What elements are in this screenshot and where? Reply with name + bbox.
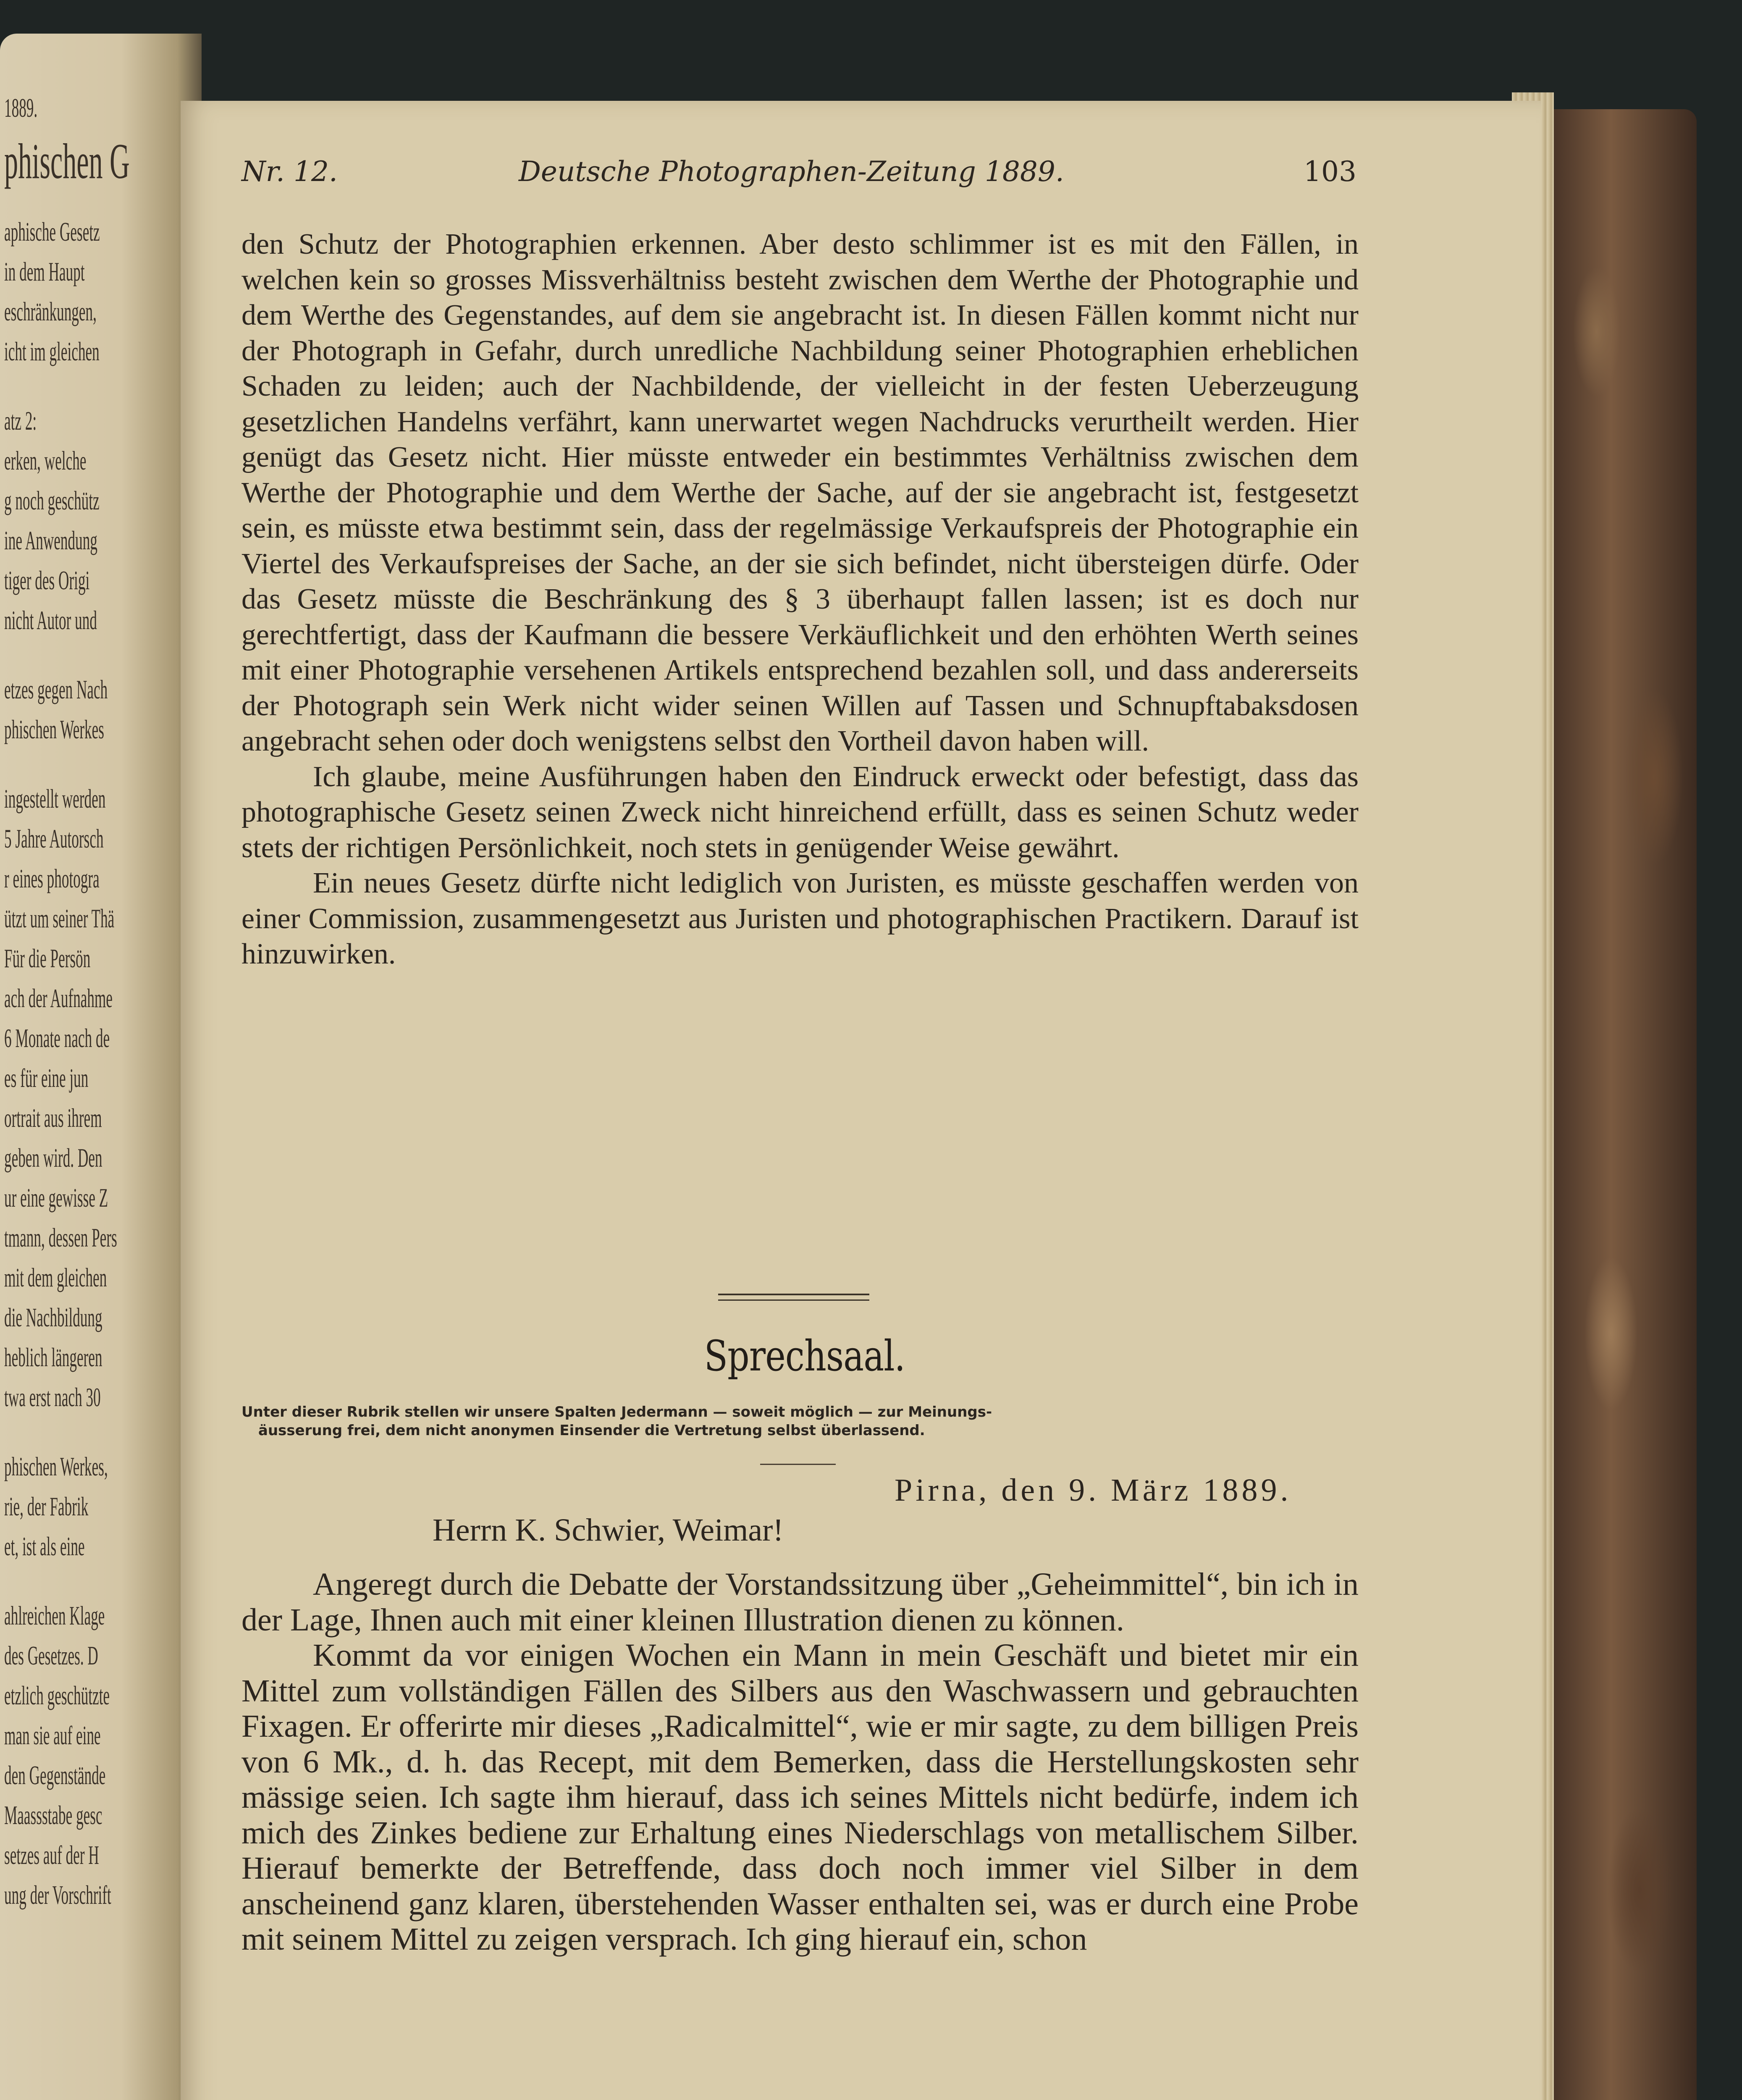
left-page-fragment: des Gesetzes. D bbox=[4, 1641, 98, 1670]
left-page-fragment: icht im gleichen bbox=[4, 336, 100, 366]
page-number: 103 bbox=[1304, 155, 1356, 188]
rubric-line: äusserung frei, dem nicht anonymen Einsender die Vertretung selbst überlassend. bbox=[258, 1422, 925, 1439]
left-page-fragment: ach der Aufnahme bbox=[4, 983, 113, 1013]
left-page-fragment: tiger des Origi bbox=[4, 565, 90, 595]
section-divider bbox=[718, 1294, 869, 1295]
letter-paragraph: Kommt da vor einigen Wochen ein Mann in mein Geschäft und bietet mir ein Mittel zum vollständigen Fällen des Silbers aus den Waschwassern und gebrauchten Fixagen. Er offerirte mir dieses „Radicalmittel“, wie er mir sagte, zu dem billigen Preis von 6 Mk., d. h. das Recept, mit dem Bemerken, dass die Herstellungskosten sehr mässige seien. Ich sagte ihm hierauf, dass ich seines Mittels nicht bedürfe, indem ich mich des Zinkes bediene zur Erhaltung eines Niederschlags von metallischem Silber. Hierauf bemerkte der Betreffende, dass doch noch immer viel Silber in dem anscheinend ganz klaren, überstehenden Wasser enthalten sei, was er durch eine Probe mit seinem Mittel zu zeigen versprach. Ich ging hierauf ein, schon bbox=[241, 1638, 1359, 1957]
left-page-fragment: g noch geschütz bbox=[4, 486, 100, 515]
left-page-fragment: ingestellt werden bbox=[4, 784, 106, 814]
section-rubric bbox=[241, 1403, 1359, 1440]
left-page-fragment: phischen Werkes, bbox=[4, 1452, 108, 1481]
left-page-fragment: mit dem gleichen bbox=[4, 1263, 107, 1292]
letter-addressee: Herrn K. Schwier, Weimar! bbox=[433, 1512, 784, 1548]
marbled-book-cover bbox=[1554, 109, 1697, 2100]
left-page-fragment: ur eine gewisse Z bbox=[4, 1183, 108, 1213]
article-paragraph: den Schutz der Photographien erkennen. Aber desto schlimmer ist es mit den Fällen, in welchen kein so grosses Missverhältniss besteht zwischen dem Werthe der Photographie und dem Werthe des Gegenstandes, auf dem sie angebracht ist. In diesen Fällen kommt nicht nur der Photograph in Gefahr, durch unredliche Nachbildung seiner Photographien erheblichen Schaden zu leiden; auch der Nachbildende, der vielleicht in der festen Ueberzeugung gesetzlichen Handelns verfährt, kann unerwartet wegen Nachdrucks verurtheilt werden. Hier genügt das Gesetz nicht. Hier müsste entweder ein bestimmtes Verhältniss zwischen dem Werthe der Photographie und dem Werthe der Sache, auf der sie angebracht ist, festgesetzt sein, es müsste etwa bestimmt sein, dass der regelmässige Verkaufspreis der Photographie ein Viertel des Verkaufspreises der Sache, an der sie sich befindet, nicht übersteigen dürfe. Oder das Gesetz müsste die Beschränkung des § 3 überhaupt fallen lassen; ist es doch nur gerechtfertigt, dass der Kaufmann die bessere Verkäuflichkeit und den erhöhten Werth seines mit einer Photographie versehenen Artikels entsprechend bezahlen soll, und dass andererseits der Photograph sein Werk nicht wider seinen Willen auf Tassen und Schnupftabaksdosen angebracht sehen oder doch wenigstens selbst den Vortheil davon haben will. bbox=[241, 228, 1359, 757]
left-page-fragment: etzlich geschützte bbox=[4, 1680, 110, 1710]
letter-body bbox=[241, 1567, 1359, 1957]
left-page-fragment: den Gegenstände bbox=[4, 1760, 106, 1790]
left-page-fragment: ine Anwendung bbox=[4, 525, 97, 555]
issue-number: Nr. 12. bbox=[241, 155, 338, 188]
article-paragraph: Ich glaube, meine Ausführungen haben den Eindruck erweckt oder befestigt, dass das photographische Gesetz seinen Zweck nicht hinreichend erfüllt, dass es seinen Schutz weder stets der richtigen Persönlichkeit, noch stets in genügender Weise gewährt. bbox=[241, 760, 1359, 864]
left-page-fragment: etzes gegen Nach bbox=[4, 675, 108, 704]
left-page-fragment: erken, welche bbox=[4, 446, 87, 475]
left-page-fragment: in dem Haupt bbox=[4, 257, 85, 286]
left-page-text-fragments bbox=[0, 34, 202, 2100]
left-page-fragment: 1889. bbox=[4, 93, 38, 123]
left-page-fragment: setzes auf der H bbox=[4, 1840, 99, 1870]
left-page-fragment: twa erst nach 30 bbox=[4, 1382, 101, 1412]
left-page-fragment: atz 2: bbox=[4, 406, 37, 436]
left-page-fragment: rie, der Fabrik bbox=[4, 1491, 89, 1521]
left-page-fragment: ortrait aus ihrem bbox=[4, 1103, 102, 1133]
article-paragraph: Ein neues Gesetz dürfte nicht lediglich von Juristen, es müsste geschaffen werden von einer Commission, zusammengesetzt aus Juristen und photographischen Practikern. Darauf ist hinzuwirken. bbox=[241, 867, 1359, 970]
left-page-fragment: ahlreichen Klage bbox=[4, 1601, 105, 1630]
letter-paragraph: Angeregt durch die Debatte der Vorstandssitzung über „Geheimmittel“, bin ich in der Lage, Ihnen auch mit einer kleinen Illustration dienen zu können. bbox=[241, 1567, 1359, 1638]
left-page-fragment: es für eine jun bbox=[4, 1063, 89, 1093]
letter-date-line: Pirna, den 9. März 1889. bbox=[895, 1473, 1292, 1508]
left-page-fragment: ung der Vorschrift bbox=[4, 1880, 111, 1910]
left-page-fragment: Maassstabe gesc bbox=[4, 1800, 102, 1830]
article-body bbox=[241, 227, 1359, 972]
left-page-fragment: 6 Monate nach de bbox=[4, 1023, 110, 1053]
left-page-fragment: Für die Persön bbox=[4, 943, 91, 973]
left-page-fragment: ützt um seiner Thä bbox=[4, 903, 115, 933]
left-page-fragment: 5 Jahre Autorsch bbox=[4, 824, 104, 853]
small-divider bbox=[760, 1464, 836, 1465]
left-page-fragment: phischen Werkes bbox=[4, 714, 104, 744]
left-page-fragment: man sie auf eine bbox=[4, 1720, 101, 1750]
left-page-fragment: tmann, dessen Pers bbox=[4, 1223, 117, 1252]
rubric-line: Unter dieser Rubrik stellen wir unsere Spalten Jedermann — soweit möglich — zur Meinungs- bbox=[241, 1404, 992, 1420]
left-page-fragment: nicht Autor und bbox=[4, 605, 97, 635]
left-page-fragment: geben wird. Den bbox=[4, 1143, 102, 1173]
running-header bbox=[241, 155, 1356, 202]
left-page-fragment: aphische Gesetz bbox=[4, 217, 100, 247]
left-page-fragment: eschränkungen, bbox=[4, 297, 97, 326]
left-facing-page bbox=[0, 34, 202, 2100]
left-page-fragment: heblich längeren bbox=[4, 1342, 102, 1372]
section-divider-inner bbox=[718, 1299, 869, 1301]
left-page-fragment: phischen G bbox=[4, 133, 130, 189]
left-page-fragment: et, ist als eine bbox=[4, 1531, 85, 1561]
left-page-fragment: die Nachbildung bbox=[4, 1302, 102, 1332]
section-title: Sprechsaal. bbox=[704, 1331, 905, 1381]
left-page-fragment: r eines photogra bbox=[4, 864, 100, 893]
journal-title: Deutsche Photographen-Zeitung 1889. bbox=[519, 155, 1064, 188]
